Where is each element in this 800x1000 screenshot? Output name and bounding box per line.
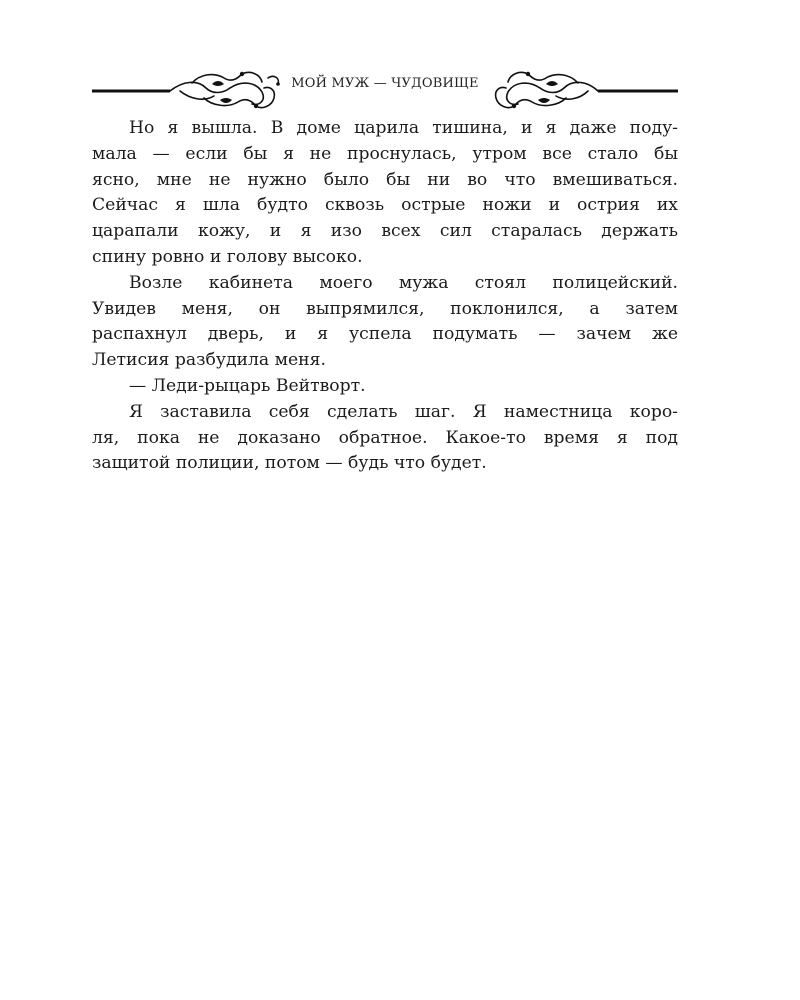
paragraph xyxy=(92,116,678,271)
text-line: ля, пока не доказано обратное. Какое-то время я под xyxy=(92,427,678,448)
text-line: Я заставила себя сделать шаг. Я наместница коро- xyxy=(129,401,678,422)
page-header xyxy=(92,66,678,114)
text-line: Увидев меня, он выпрямился, поклонился, а затем xyxy=(92,298,678,319)
text-line: Летисия разбудила меня. xyxy=(92,350,326,371)
text-line: — Леди-рыцарь Вейтворт. xyxy=(129,375,366,396)
text-line: распахнул дверь, и я успела подумать — зачем же xyxy=(92,324,678,345)
dialogue-line xyxy=(92,374,678,400)
text-line: Но я вышла. В доме царила тишина, и я даже поду- xyxy=(129,118,678,138)
paragraph xyxy=(92,271,678,374)
text-line: спину ровно и голову высоко. xyxy=(92,246,363,267)
paragraph xyxy=(92,400,678,477)
text-line: царапали кожу, и я изо всех сил старалась держать xyxy=(92,221,678,242)
text-line: защитой полиции, потом — будь что будет. xyxy=(92,453,487,474)
text-line: Возле кабинета моего мужа стоял полицейский. xyxy=(129,272,678,293)
body-text xyxy=(92,116,678,477)
text-line: Сейчас я шла будто сквозь острые ножи и острия их xyxy=(92,195,678,216)
text-line: мала — если бы я не проснулась, утром все стало бы xyxy=(92,143,678,164)
text-line: ясно, мне не нужно было бы ни во что вмешиваться. xyxy=(92,169,678,190)
running-title: МОЙ МУЖ — ЧУДОВИЩЕ xyxy=(291,76,479,91)
